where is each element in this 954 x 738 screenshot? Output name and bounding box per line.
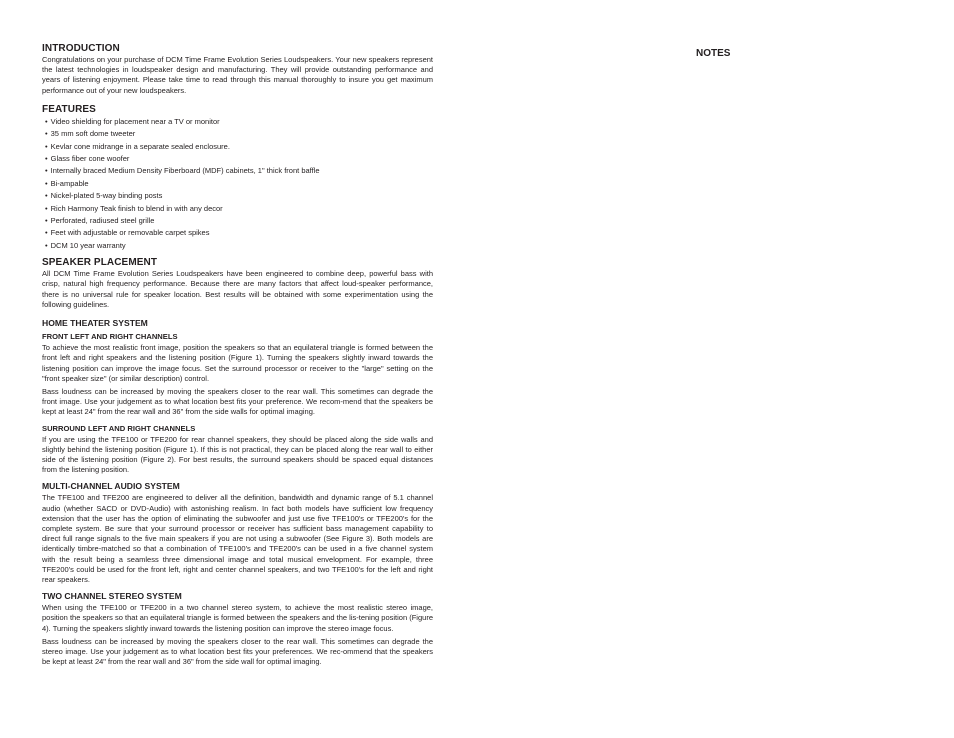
feature-item — [45, 240, 433, 252]
feature-item — [45, 227, 433, 239]
surround-channels-heading: SURROUND LEFT AND RIGHT CHANNELS — [42, 423, 196, 433]
feature-item — [45, 153, 433, 165]
feature-text: Feet with adjustable or removable carpet spikes — [50, 228, 210, 238]
feature-item — [45, 141, 433, 153]
feature-text: Kevlar cone midrange in a separate sealed enclosure. — [50, 141, 230, 151]
feature-item — [45, 203, 433, 215]
introduction-text: Congratulations on your purchase of DCM Time Frame Evolution Series Loudspeakers. Your new speakers represent the latest technologies in loudspeaker design and manufacturing. They will provide outstanding performance and years of listening enjoyment. Please take time to read through this manual thoroughly to insure you get maximum performance out of your new loudspeakers. — [42, 55, 433, 95]
bullet-icon: • — [45, 191, 48, 201]
two-channel-text-2: Bass loudness can be increased by moving the speakers closer to the rear wall. This sometimes can degrade the stereo image. Use your judgement as to what location best fits your preferences. We rec-ommend that the speakers be kept at least 24" from the rear wall and 36" from the side wall for optimal imaging. — [42, 636, 433, 667]
home-theater-heading: HOME THEATER SYSTEM — [42, 318, 148, 329]
feature-text: Video shielding for placement near a TV or monitor — [50, 116, 220, 126]
two-channel-heading: TWO CHANNEL STEREO SYSTEM — [42, 591, 182, 602]
front-channels-text-2: Bass loudness can be increased by moving the speakers closer to the rear wall. This sometimes can degrade the front image. Use your judgement as to what location best fits your preference. We recom-mend that the speakers be kept at least 24" from the rear wall and 36" from the side walls for optimal imaging. — [42, 386, 433, 417]
front-channels-heading: FRONT LEFT AND RIGHT CHANNELS — [42, 332, 178, 342]
features-heading: FEATURES — [42, 103, 96, 115]
front-channels-text-1: To achieve the most realistic front image, position the speakers so that an equilateral triangle is formed between the front left and right speakers and the listening position (Figure 1). Turning the speakers slightly inward towards the listening position can improve the image focus. Set the surround processor or receiver to the "large" setting on the "front speaker size" (or similar description) control. — [42, 343, 433, 383]
bullet-icon: • — [45, 154, 48, 164]
feature-text: Rich Harmony Teak finish to blend in with any decor — [50, 203, 223, 213]
bullet-icon: • — [45, 129, 48, 139]
features-list — [42, 116, 433, 252]
bullet-icon: • — [45, 178, 48, 188]
bullet-icon: • — [45, 116, 48, 126]
feature-text: Bi-ampable — [50, 178, 89, 188]
bullet-icon: • — [45, 141, 48, 151]
multichannel-heading: MULTI-CHANNEL AUDIO SYSTEM — [42, 481, 180, 492]
feature-text: Perforated, radiused steel grille — [50, 216, 155, 226]
introduction-heading: INTRODUCTION — [42, 43, 120, 54]
speaker-placement-text: All DCM Time Frame Evolution Series Loudspeakers have been engineered to combine deep, powerful bass with crisp, natural high frequency performance. Because there are many factors that affect loud-speaker performance, there is no universal rule for speaker location. Best results will be obtained with some experimentation using the following guidelines. — [42, 269, 433, 309]
bullet-icon: • — [45, 216, 48, 226]
feature-item — [45, 178, 433, 190]
feature-text: Glass fiber cone woofer — [50, 154, 130, 164]
bullet-icon: • — [45, 240, 48, 250]
right-page — [696, 48, 916, 59]
feature-item — [45, 116, 433, 128]
feature-text: Nickel-plated 5-way binding posts — [50, 191, 163, 201]
feature-item — [45, 190, 433, 202]
feature-text: DCM 10 year warranty — [50, 240, 126, 250]
two-channel-text-1: When using the TFE100 or TFE200 in a two channel stereo system, to achieve the most realistic stereo image, position the speakers so that an equilateral triangle is formed between the speakers and the lis-tening position (Figure 4). Turning the speakers slightly inward towards the listening position can improve the stereo image focus. — [42, 603, 433, 633]
speaker-placement-heading: SPEAKER PLACEMENT — [42, 257, 158, 269]
surround-channels-text: If you are using the TFE100 or TFE200 for rear channel speakers, they should be placed along the side walls and slightly behind the listening position (Figure 1). If this is not practical, they can be placed along the rear wall to either side of the listening position (Figure 2). For best results, the surround speakers should be spaced equal distances from the listening position. — [42, 434, 433, 475]
left-page — [42, 43, 433, 667]
feature-item — [45, 215, 433, 227]
feature-item — [45, 128, 433, 140]
bullet-icon: • — [45, 228, 48, 238]
feature-text: 35 mm soft dome tweeter — [50, 129, 136, 139]
feature-item — [45, 165, 433, 177]
feature-text: Internally braced Medium Density Fiberboard (MDF) cabinets, 1" thick front baffle — [50, 166, 320, 176]
bullet-icon: • — [45, 166, 48, 176]
multichannel-text: The TFE100 and TFE200 are engineered to deliver all the definition, bandwidth and dynamic range of 5.1 channel audio (whether SACD or DVD-Audio) with astonishing realism. In fact both models have sufficient low frequency extension that the user has the option of eliminating the subwoofer and just use five TFE100's or TFE200's for the complete system. Be sure that your surround processor or receiver has sufficient bass management capability to direct full range signals to the five main speakers if you are not using a subwoofer (See Figure 3). Both models are identically timbre-matched so that a combination of TFE100's and TFE200's can be used in a five channel system with the result being a seamless three dimensional image and total musical envelopment. For example, three TFE200's could be used for the front left, right and center channel speakers, and two TFE100's for the left and right rear speakers. — [42, 493, 433, 584]
notes-heading: NOTES — [696, 48, 731, 59]
bullet-icon: • — [45, 203, 48, 213]
